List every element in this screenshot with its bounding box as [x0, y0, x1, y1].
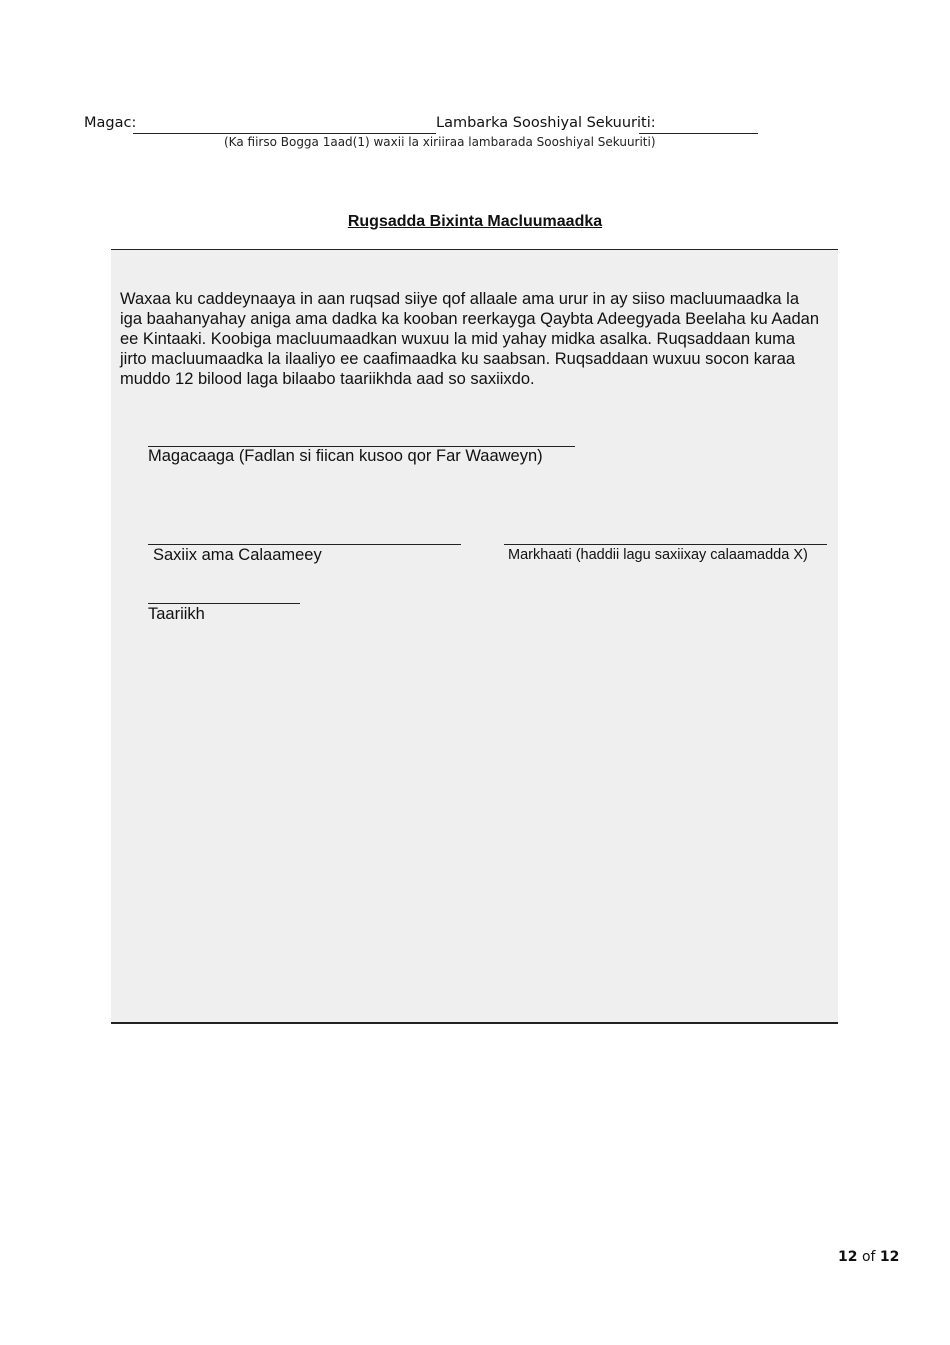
- ssn-input-line[interactable]: [639, 133, 758, 134]
- name-label: Magac:: [84, 115, 137, 131]
- witness-label: Markhaati (haddii lagu saxiixay calaamadda X): [508, 547, 808, 563]
- page-of: of: [861, 1249, 876, 1265]
- date-label: Taariikh: [148, 605, 205, 623]
- print-name-label: Magacaaga (Fadlan si fiican kusoo qor Far Waaweyn): [148, 447, 543, 465]
- page-number: [838, 1249, 899, 1265]
- witness-line[interactable]: [504, 544, 827, 545]
- page-current: 12: [838, 1249, 858, 1265]
- ssn-label: Lambarka Sooshiyal Sekuuriti:: [436, 115, 656, 131]
- consent-text: Waxaa ku caddeynaaya in aan ruqsad siiye qof allaale ama urur in ay siiso macluumaadka la iga baahanyahay aniga ama dadka ka kooban reerkayga Qaybta Adeegyada Beelaha ku Aadan ee Kintaaki. Koobiga macluumaadkan wuxuu la mid yahay midka asalka. Ruqsaddaan kuma jirto macluumaadka la ilaaliyo ee caafimaadka ku saabsan. Ruqsaddaan wuxuu socon karaa muddo 12 bilood laga bilaabo taariikhda aad so saxiixdo.: [120, 290, 820, 388]
- date-line[interactable]: [148, 603, 300, 604]
- page-total: 12: [879, 1249, 900, 1265]
- form-title: Rugsadda Bixinta Macluumaadka: [347, 213, 603, 230]
- name-input-line[interactable]: [133, 133, 436, 134]
- blank-panel: [111, 646, 838, 1024]
- signature-line[interactable]: [148, 544, 461, 545]
- signature-label: Saxiix ama Calaameey: [153, 546, 322, 564]
- ssn-note: (Ka fiirso Bogga 1aad(1) waxii la xiriiraa lambarada Sooshiyal Sekuuriti): [224, 135, 656, 149]
